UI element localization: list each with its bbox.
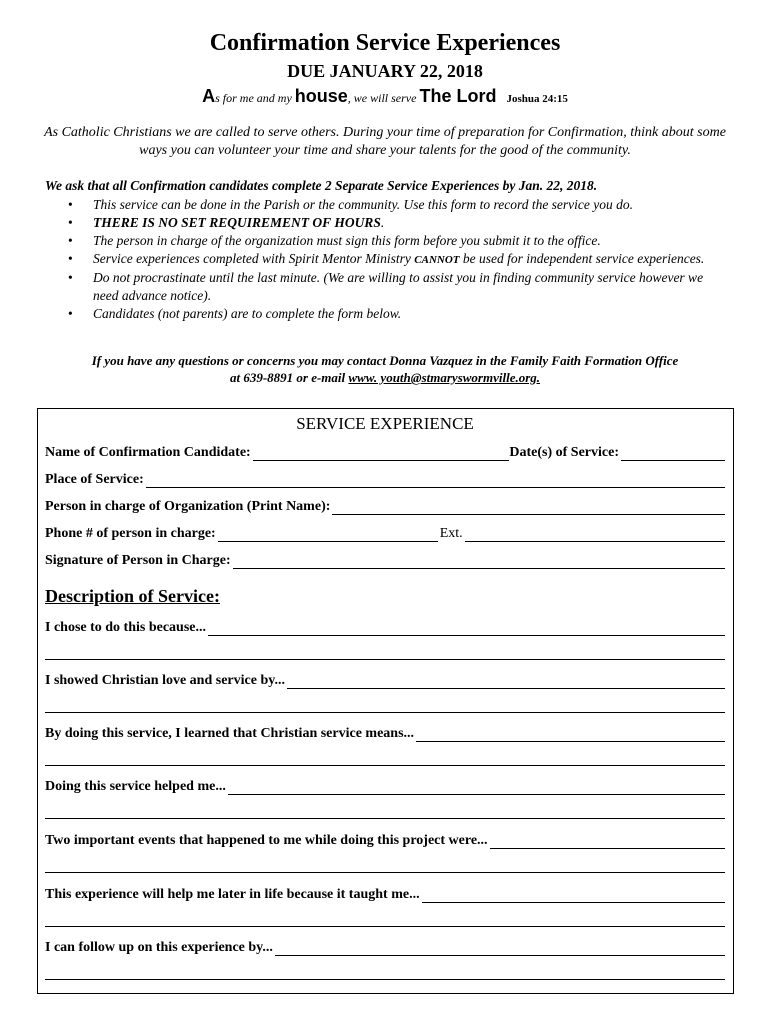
- answer-field[interactable]: [287, 674, 725, 689]
- form-title: SERVICE EXPERIENCE: [296, 414, 474, 433]
- contact-line: If you have any questions or concerns you may contact Donna Vazquez in the Family Faith Formation Office: [91, 353, 679, 368]
- instruction-emphasis: THERE IS NO SET REQUIREMENT OF HOURS: [93, 215, 381, 230]
- person-row: [45, 497, 725, 515]
- instruction-item: [68, 250, 718, 269]
- instruction-emphasis: CANNOT: [414, 254, 460, 266]
- signature-row: [45, 551, 725, 569]
- service-form-box: [37, 408, 734, 994]
- motto-part2: , we will serve: [347, 91, 420, 105]
- instruction-item: [68, 269, 718, 305]
- instruction-text: Do not procrastinate until the last minute. (We are willing to assist you in finding community service however we need advance notice).: [93, 270, 704, 303]
- question-row: [45, 938, 725, 956]
- signature-field[interactable]: [233, 554, 725, 569]
- instruction-text: Candidates (not parents) are to complete the form below.: [93, 306, 402, 321]
- contact-line: [40, 369, 730, 386]
- instructions-list: [68, 196, 718, 323]
- answer-field[interactable]: [422, 888, 725, 903]
- dates-label: Date(s) of Service:: [509, 445, 619, 460]
- instruction-item: [68, 196, 718, 214]
- ext-label: Ext.: [439, 526, 463, 541]
- candidate-label: Name of Confirmation Candidate:: [45, 445, 251, 460]
- ext-field[interactable]: [465, 527, 725, 542]
- question-label: This experience will help me later in life because it taught me...: [45, 887, 420, 902]
- candidate-row: [45, 443, 725, 461]
- instruction-item: [68, 305, 718, 323]
- answer-line[interactable]: [45, 818, 725, 819]
- answer-field[interactable]: [490, 834, 725, 849]
- person-label: Person in charge of Organization (Print Name):: [45, 499, 331, 514]
- intro-text: As Catholic Christians we are called to serve others. During your time of preparation for Confirmation, think about some ways you can volunteer your time and share your talents for the good of the community.: [44, 125, 726, 158]
- motto-part1: s for me and my: [215, 91, 295, 105]
- place-field[interactable]: [146, 473, 725, 488]
- instruction-item: [68, 214, 718, 232]
- motto-house: house: [294, 86, 348, 106]
- candidate-field[interactable]: [253, 446, 510, 461]
- answer-line[interactable]: [45, 872, 725, 873]
- contact-info: [40, 352, 730, 386]
- place-row: [45, 470, 725, 488]
- question-row: [45, 618, 725, 636]
- question-row: [45, 724, 725, 742]
- page-title: Confirmation Service Experiences: [209, 30, 561, 56]
- answer-field[interactable]: [416, 727, 725, 742]
- instruction-item: [68, 232, 718, 250]
- signature-label: Signature of Person in Charge:: [45, 553, 231, 568]
- answer-line[interactable]: [45, 765, 725, 766]
- instructions-heading: We ask that all Confirmation candidates complete 2 Separate Service Experiences by Jan. 22, 2018.: [45, 178, 598, 193]
- answer-line[interactable]: [45, 712, 725, 713]
- motto-reference: Joshua 24:15: [506, 93, 568, 105]
- instruction-text: This service can be done in the Parish or the community. Use this form to record the service you do.: [93, 197, 634, 212]
- question-label: Two important events that happened to me while doing this project were...: [45, 833, 488, 848]
- question-label: I showed Christian love and service by...: [45, 673, 285, 688]
- place-label: Place of Service:: [45, 472, 144, 487]
- question-row: [45, 671, 725, 689]
- instruction-text: be used for independent service experiences.: [459, 251, 705, 266]
- answer-line[interactable]: [45, 979, 725, 980]
- motto-lord: The Lord: [419, 86, 497, 106]
- motto-initial: A: [202, 86, 216, 106]
- contact-phone-text: at 639-8891 or e-mail: [229, 370, 349, 385]
- answer-field[interactable]: [228, 780, 725, 795]
- question-label: Doing this service helped me...: [45, 779, 226, 794]
- question-row: [45, 831, 725, 849]
- phone-row: [45, 524, 725, 542]
- motto: [0, 86, 770, 107]
- contact-email-link[interactable]: www. youth@stmaryswormville.org.: [348, 370, 541, 385]
- instruction-text: .: [380, 215, 385, 230]
- answer-line[interactable]: [45, 926, 725, 927]
- phone-field[interactable]: [218, 527, 438, 542]
- question-row: [45, 777, 725, 795]
- question-label: I chose to do this because...: [45, 620, 207, 635]
- instruction-text: The person in charge of the organization must sign this form before you submit it to the office.: [93, 233, 601, 248]
- phone-label: Phone # of person in charge:: [45, 526, 216, 541]
- dates-field[interactable]: [621, 446, 725, 461]
- description-title: Description of Service:: [45, 586, 220, 606]
- instruction-text: Service experiences completed with Spirit Mentor Ministry: [93, 251, 415, 266]
- answer-line[interactable]: [45, 659, 725, 660]
- answer-field[interactable]: [275, 941, 725, 956]
- person-field[interactable]: [332, 500, 725, 515]
- question-label: I can follow up on this experience by...: [45, 940, 273, 955]
- answer-field[interactable]: [208, 621, 725, 636]
- due-date: DUE JANUARY 22, 2018: [287, 61, 483, 81]
- question-label: By doing this service, I learned that Christian service means...: [45, 726, 415, 741]
- question-row: [45, 885, 725, 903]
